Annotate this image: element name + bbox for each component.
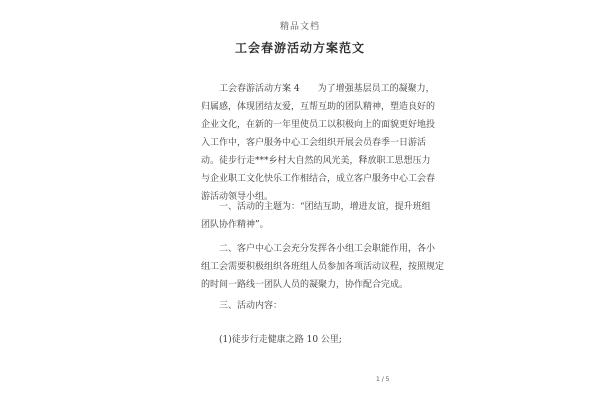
paragraph-line: 的时间一路线一团队人员的凝聚力，协作配合完成。: [201, 280, 409, 290]
document-title: 工会春游活动方案范文: [234, 41, 365, 55]
paragraph-line: 二、客户中心工会充分发挥各小组工会职能作用，各小: [219, 244, 436, 254]
page-number: 1 / 5: [376, 376, 390, 383]
paragraph-organization: [201, 240, 445, 294]
paragraph-line: 组工会需要积极组织各班组人员参加各项活动议程，按照规定: [201, 262, 445, 272]
paragraph-line: 工会春游活动方案 4 为了增强基层员工的凝聚力，: [219, 84, 435, 94]
paragraph-line: 动。徒步行走***乡村大自然的风光美，释放职工思想压力: [201, 156, 431, 166]
paragraph-content-heading: [201, 297, 429, 315]
paragraph-line: 企业文化，在新的一年里使员工以积极向上的面貌更好地投: [201, 120, 436, 130]
paragraph-intro: [201, 80, 436, 206]
paragraph-line: 入工作中，客户服务中心工会组织开展会员春季一日游活: [201, 138, 427, 148]
paragraph-line: (1)徒步行走健康之路 10 公里;: [219, 335, 342, 345]
paragraph-theme: [201, 198, 429, 234]
paragraph-line: 团队协作精神”。: [201, 220, 269, 230]
paragraph-line: 归属感，体现团结友爱，互帮互助的团队精神，塑造良好的: [201, 102, 436, 112]
page-header: 精品文档: [279, 22, 320, 32]
paragraph-line: 三、活动内容：: [219, 301, 283, 311]
paragraph-line: 与企业职工文化快乐工作相结合，成立客户服务中心工会春: [201, 174, 436, 184]
paragraph-content-item: [201, 331, 429, 349]
paragraph-line: 游活动领导小组。: [201, 192, 274, 202]
paragraph-line: 一、活动的主题为：“团结互助，增进友谊，提升班组: [219, 202, 431, 212]
